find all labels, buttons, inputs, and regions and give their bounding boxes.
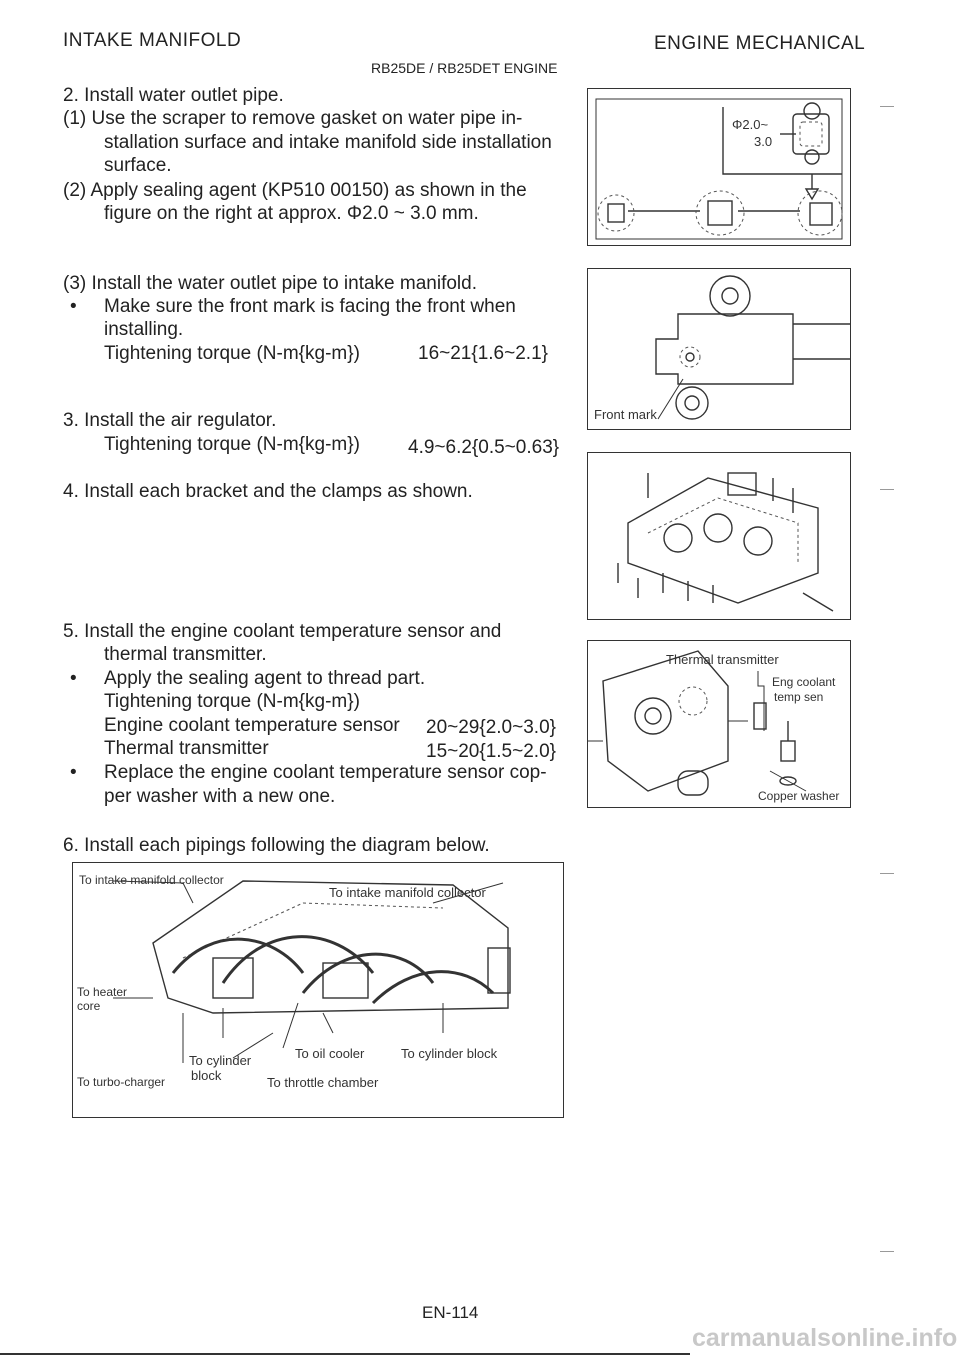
step-3-title: 3. Install the air regulator. [63,410,277,431]
copper-washer-label: Copper washer [758,789,840,803]
to-cylinder-label: To cylinder [189,1053,252,1068]
transmitter-torque-value: 15~20{1.5~2.0} [426,741,556,762]
to-turbo-charger-label: To turbo-charger [77,1075,166,1089]
step-2-1-line3: surface. [104,155,172,176]
step-2-3-bullet-line2: installing. [104,319,184,340]
bullet: • [70,296,77,317]
thermal-transmitter-label: Thermal transmitter [666,652,779,667]
to-heater-core-label: core [77,999,101,1013]
step-5-line2: thermal transmitter. [104,644,267,665]
water-outlet-pipe-diagram [588,269,850,429]
step-2-2-line1: (2) Apply sealing agent (KP510 00150) as shown in the [63,180,527,201]
step-2-1-line1: (1) Use the scraper to remove gasket on water pipe in- [63,108,523,129]
to-cylinder-block-right-label: To cylinder block [401,1046,498,1061]
sensor-figure [587,640,851,808]
to-throttle-chamber-label: To throttle chamber [267,1075,379,1090]
step-6-title: 6. Install each pipings following the diagram below. [63,835,490,856]
section-title: INTAKE MANIFOLD [63,30,242,51]
to-intake-collector-left: To intake manifold collector [79,873,224,887]
step-2-1-line2: stallation surface and intake manifold side installation [104,132,552,153]
torque-value: 4.9~6.2{0.5~0.63} [408,437,560,458]
chapter-title: ENGINE MECHANICAL [654,33,866,54]
step-5-line1: 5. Install the engine coolant temperature sensor and [63,621,502,642]
step-4-title: 4. Install each bracket and the clamps as shown. [63,481,473,502]
to-intake-collector-right: To intake manifold collector [329,885,486,900]
torque-label: Tightening torque (N-m{kg-m}) [104,434,360,455]
to-heater-label: To heater [77,985,128,999]
step-2-2-line2: figure on the right at approx. Φ2.0 ~ 3.0 mm. [104,203,479,224]
piping-figure [72,862,564,1118]
front-mark-figure [587,268,851,430]
sensor-torque-value: 20~29{2.0~3.0} [426,717,556,738]
margin-mark [880,873,894,874]
step-2-3-bullet-line1: Make sure the front mark is facing the front when [104,296,516,317]
bullet: • [70,762,77,783]
transmitter-label: Thermal transmitter [104,738,269,759]
margin-mark [880,489,894,490]
torque-label: Tightening torque (N-m{kg-m}) [104,343,360,364]
step-5-bullet1: Apply the sealing agent to thread part. [104,668,426,689]
margin-mark [880,1251,894,1252]
brackets-figure [587,452,851,620]
torque-label: Tightening torque (N-m{kg-m}) [104,691,360,712]
to-oil-cooler-label: To oil cooler [295,1046,365,1061]
to-cylinder-block-label: block [191,1068,222,1083]
step-2-title: 2. Install water outlet pipe. [63,85,284,106]
margin-mark [880,106,894,107]
torque-value: 16~21{1.6~2.1} [418,343,548,364]
sealant-figure [587,88,851,246]
step-5-bullet2-line1: Replace the engine coolant temperature sensor cop- [104,762,547,783]
front-mark-label: Front mark [594,407,657,422]
brackets-clamps-diagram [588,453,850,619]
temp-sen-label: temp sen [774,690,824,704]
eng-coolant-label: Eng coolant [772,675,836,689]
bullet: • [70,668,77,689]
dimension-label-top: Φ2.0~ [732,117,769,132]
step-2-3-line1: (3) Install the water outlet pipe to intake manifold. [63,273,478,294]
page-number: EN-114 [422,1303,479,1322]
watermark: carmanualsonline.info [692,1324,958,1352]
footer-rule [0,1353,690,1355]
sensor-label: Engine coolant temperature sensor [104,715,400,736]
sealant-diagram [588,89,850,245]
dimension-label-bottom: 3.0 [754,134,773,149]
engine-subtitle: RB25DE / RB25DET ENGINE [371,60,558,76]
step-5-bullet2-line2: per washer with a new one. [104,786,336,807]
